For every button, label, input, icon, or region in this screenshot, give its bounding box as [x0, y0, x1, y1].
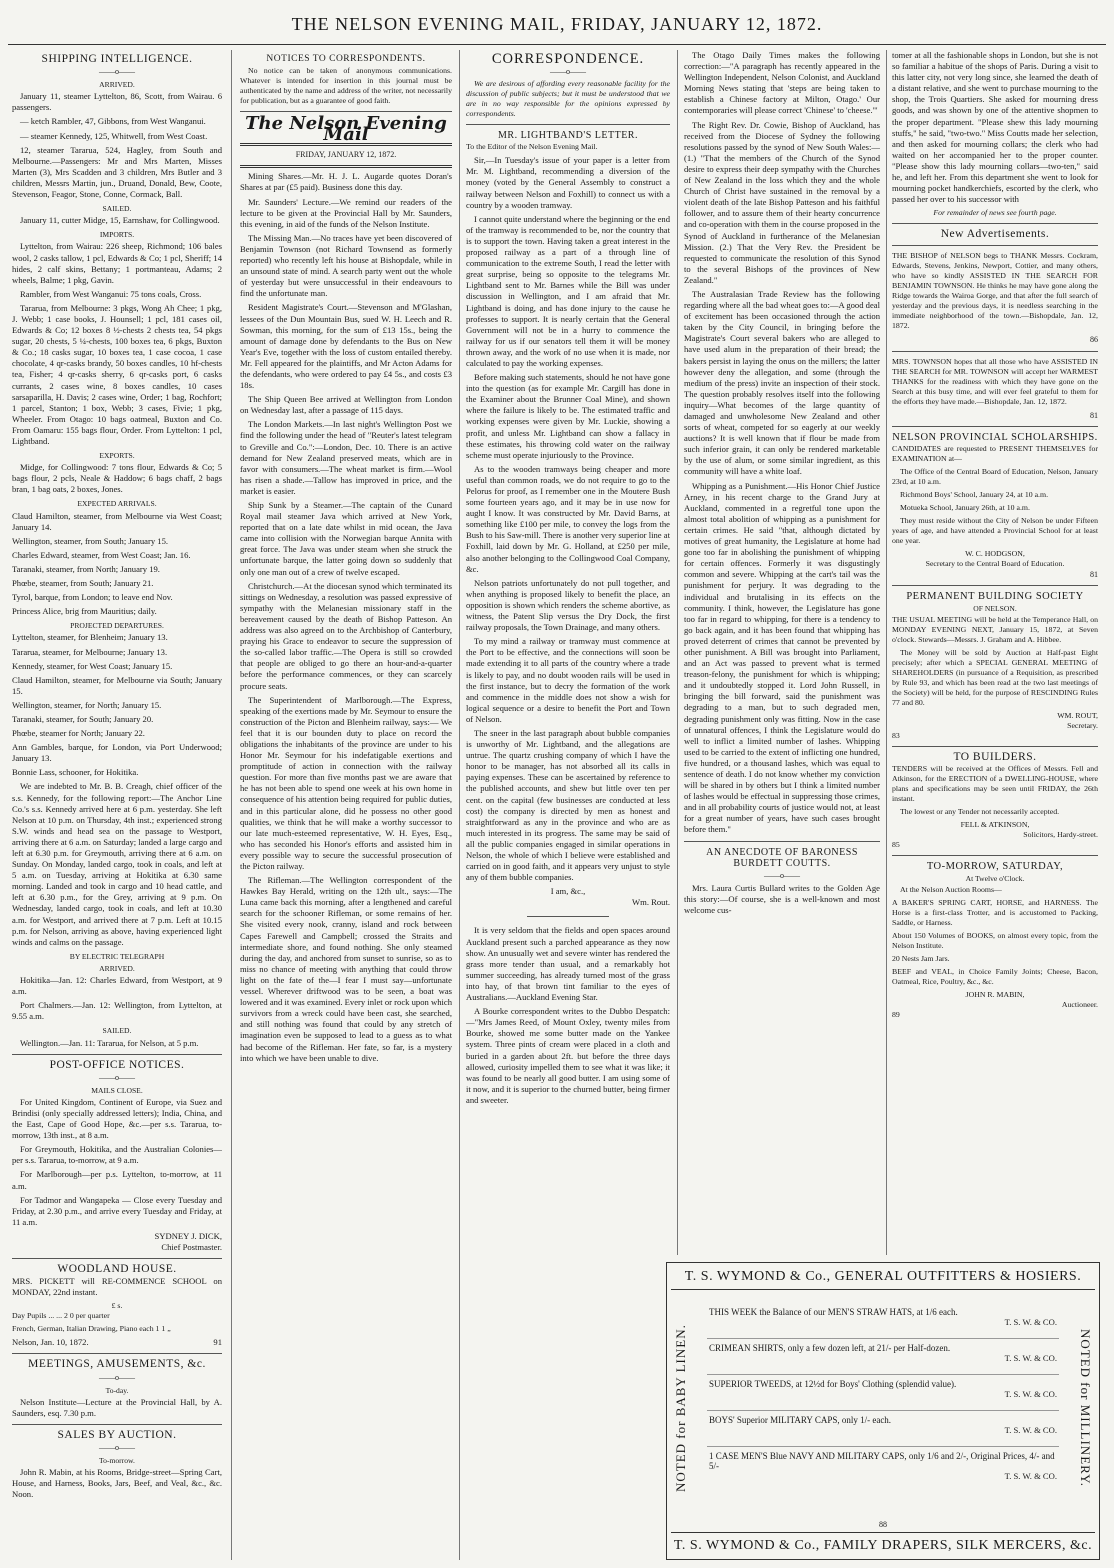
wymond-advertisement: [666, 1262, 1100, 1560]
wymond-item: [707, 1303, 1059, 1339]
remainder-note: For remainder of news see fourth page.: [933, 208, 1057, 218]
projected-heading: PROJECTED DEPARTURES.: [70, 621, 164, 631]
expected-entry: Taranaki, steamer, from North; January 19.: [12, 563, 160, 574]
wymond-item: [707, 1339, 1059, 1375]
postmaster-title: Chief Postmaster.: [161, 1242, 222, 1252]
news-item: The Australasian Trade Review has the following regarding where all the bad wheat goes to:—A good deal of excitement has been occasioned through the action taken by the City Council, in bringing before the Magistrate's Court several bakers who are alleged to have used alum in the preparation of their bread; the bakers persist in laying the onus on the millers; the latter however deny the allegation, and some (through the medium of the press) invite an inspection of their stock. The question probably resolves itself into the following inquiry—What becomes of the large quantity of damaged and unwholesome New Zealand and other sorts of wheat, competed for so eagerly at our weekly auctions? It is well known that if flour be made from such inferior grain, it can only be rendered marketable by the use of alum, or some similar ingredient, as this community will have a white loaf.: [684, 288, 880, 477]
column-4: [684, 50, 880, 1255]
sale-title: Auctioneer.: [1061, 1000, 1098, 1010]
rule: [684, 841, 880, 842]
projected-entry: Wellington, steamer, for North; January 15.: [12, 699, 162, 710]
wymond-item-signature: T. S. W. & CO.: [1004, 1353, 1057, 1363]
news-item: The Otago Daily Times makes the following correction:—"A paragraph has recently appeared in the Wellington Independent, Nelson Colonist, and Auckland Morning News stating that 'steps are being taken to establish a Chinese factory at Milton, Otago.' Our contemporaries will please correct 'Chinese' to 'cheese.'": [684, 50, 880, 116]
column-divider: [886, 50, 887, 1255]
rule: [466, 124, 670, 125]
news-item: Christchurch.—At the diocesan synod which terminated its sittings on Wednesday, a resolution was passed expressive of sympathy with the Melanesian missionary staff in the bereavement caused by the death of Bishop Patteson. An address was also agreed on to the Archbishop of Canterbury, praying his Grace to endeavor to secure the suppression of the so-called labor traffic.—The Opera is still so crowded that people are obliged to go there an hour-and-a-quarter before the performance commences, or they can scarcely procure seats.: [240, 580, 452, 691]
sale-text: A BAKER'S SPRING CART, HORSE, and HARNESS. The Horse is a first-class Trotter, and is accustomed to Packing, Saddle, or Harness.: [892, 898, 1098, 928]
expected-entry: Wellington, steamer, from South; January 15.: [12, 535, 169, 546]
news-item: The Rifleman.—The Wellington correspondent of the Hawkes Bay Herald, writing on the 12th ult., says:—The Luna came back this morning, after a lengthened and careful search for the schooner Rifleman, or some remains of her. She visited every nook, cranny, island and rock between Capes Farewell and Campbell; crossed the Straits and intermediate shore, and found nothing. She only steamed during the day, and anchored from sunset to sunrise, so as to miss no chance of meeting with anything that could throw light on the fate of the—I fear I must say—unfortunate vessel. Wherever driftwood was to be seen, a boat was lowered and it was examined. Every inlet or rock upon which survivors from a wreck could have been cast, she searched, and still nothing was found that could by any stretch of imagination even be supposed to lead to a guess as to what had become of the Rifleman. Her fate, so far, is a mystery into which we have been unable to dive.: [240, 875, 452, 1063]
townson-ad: MRS. TOWNSON hopes that all those who have ASSISTED IN THE SEARCH for MR. TOWNSON will accept her WARMEST THANKS for the readiness with which they have gone on the Search at this busy time, and will ever feel grateful to them for the efforts they have made.—Bishopdale, Jan. 12, 1872.: [892, 356, 1098, 406]
building-society-text: The Money will be sold by Auction at Half-past Eight precisely; after which a SPECIAL GENERAL MEETING of SHAREHOLDERS (in pursuance of a Requisition, as prescribed by Rule 93, and which has been read at the two last meetings of the Society) will be held, for the purpose of RESCINDING Rules 77 and 80.: [892, 647, 1098, 707]
woodland-date-text: Nelson, Jan. 10, 1872.: [12, 1337, 89, 1348]
rule: [12, 1258, 222, 1259]
imports-entry: Lyttelton, from Wairau: 226 sheep, Richmond; 106 bales wool, 2 casks tallow, 1 pcl, Edwards & Co; 1 pcl, Sheriff; 14 hides, 2 calf skins, Bettany; 1 portmanteau, Adams; 2 wheels, Balme; 1 pkg, Gavin.: [12, 241, 222, 285]
rule: [12, 1424, 222, 1425]
news-item: The Missing Man.—No traces have yet been discovered of Benjamin Townson (not Richard Townsend as formerly reported) who recently left his house at Bishopdale, while in an unsound state of mind. A search party went out the whole of yesterday but were unsuccessful in their endeavours to find the unfortunate man.: [240, 232, 452, 299]
column-2: [240, 50, 452, 1560]
scholarship-title: Secretary to the Central Board of Education.: [925, 558, 1065, 568]
telegraph-arrived-heading: ARRIVED.: [99, 963, 135, 973]
mail-entry: For United Kingdom, Continent of Europe, via Suez and Brindisi (only specially addressed letters); India, China, and the East, Cape of Good Hope, &c.—per s.s. Tararua, to-morrow, 13th inst., at 8 a.m.: [12, 1096, 222, 1141]
wymond-ref-number: 88: [879, 1520, 887, 1529]
rule: [892, 245, 1098, 246]
woodland-fee-row: French, German, Italian Drawing, Piano each 1 1 „: [12, 1324, 171, 1334]
woodland-num: 91: [213, 1337, 222, 1348]
kennedy-report: We are indebted to Mr. B. B. Creagh, chief officer of the s.s. Kennedy, for the following report:—The Anchor Line Co.'s s.s. Kennedy arrived here at 6 p.m. yesterday. She left Nelson at 10 p.m. on Thursday, 4th inst.; experienced strong S.W. winds and head sea on the passage to Westport, arriving there at 6 a.m. on Saturday; landed a large cargo and left at 6.30 p.m. for Greymouth, arriving there at 6 a.m. on Sunday. On Monday, landed cargo, took in coals, and left at 5 a.m. on Tuesday, arriving at Hokitika at 6.30 same morning. Landed and took in cargo and 10 head cattle, and left at 6.30 p.m., for the Grey, arriving at 9 p.m. On Wednesday, landed cargo, took in coals, and left at 10.30 a.m. for Westport, and arrived there at 7 p.m. Left at 10.15 p.m. for Nelson, arriving as above, having experienced light winds and calms on the passage.: [12, 781, 222, 947]
correspondence-heading: CORRESPONDENCE.: [491, 51, 645, 67]
mail-entry: For Greymouth, Hokitika, and the Australian Colonies—per s.s. Tararua, to-morrow, at 9 a.m.: [12, 1144, 222, 1166]
projected-entry: Lyttelton, steamer, for Blenheim; January 13.: [12, 632, 168, 643]
sale-signature: JOHN R. MABIN,: [965, 990, 1025, 1000]
auction-entry: John R. Mabin, at his Rooms, Bridge-street—Spring Cart, House, and Harness, Books, Jars, Beef, and Veal, &c., &c. Noon.: [12, 1467, 222, 1500]
post-office-heading: POST-OFFICE NOTICES.: [49, 1058, 185, 1071]
letter-paragraph: Sir,—In Tuesday's issue of your paper is a letter from Mr. M. Lightband, recommending a diversion of the money (voted by the General Assembly to construct a railway between Nelson and Foxhill) to connect us with a country by a wooden tramway.: [466, 155, 670, 210]
wymond-item-signature: T. S. W. & CO.: [1004, 1389, 1057, 1399]
wymond-footer: T. S. WYMOND & Co., FAMILY DRAPERS, SILK MERCERS, &c.: [671, 1532, 1095, 1559]
news-item: The London Markets.—In last night's Wellington Post we find the following under the head of "Reuter's latest telegram to Greville and Co.":—London, Dec. 10. There is an active demand for New Zealand preserved meats, which are in favor with consumers.—The wheat market is firm.—Wool has risen a shade.—Tallow has improved in price, and the market is easier.: [240, 419, 452, 496]
paper-name: The Nelson Evening Mail: [245, 113, 447, 146]
anecdote-continued: tomer at all the fashionable shops in London, but she is not so familiar a habitue of the shops of Paris. During a visit to this latter city, not very long since, she learned the death of a distant relative, and she went to purchase mourning to the shop, the Trois Quartiers. She asked for mourning dress goods, and was shown by one of the attentive shopmen to the proper department. "Please shew this lady mourning stuffs," he said, "two-two." Miss Coutts made her selection, and then asked for mourning collars; the clerk who had waited on her accompanied her to the proper counter. "Please show this lady mourning collars—two-ten," said he, and left her. From this department she went to look for mourning pocket handkerchiefs, escorted by the clerk, who passed her over to his successor with: [892, 50, 1098, 205]
projected-entry: Bonnie Lass, schooner, for Hokitika.: [12, 767, 139, 778]
wymond-item-signature: T. S. W. & CO.: [1004, 1471, 1057, 1481]
notices-heading: NOTICES TO CORRESPONDENTS.: [266, 54, 426, 64]
letter-paragraph: Nelson patriots unfortunately do not pull together, and when anything is proposed likely to benefit the place, an opposition is shown which renders the scheme abortive, as witness, the Patent Slip versus the Dry Dock, the first railway proposals, the Town Drainage, and many others.: [466, 577, 670, 633]
letter-paragraph: Before making such statements, should he not have gone into the question (as for example Mr. Cargill has done in the Examiner about the Brunner Coal Mine), and shown where the failure is likely to be. The estimated traffic and working expenses were given by Mr. Luckie, showing a profit, and unless Mr. Lightband can show a fallacy in these estimates, his throwing cold water on the railway scheme must operate injuriously to the Province.: [466, 372, 670, 460]
projected-entry: Ann Gambles, barque, for London, via Port Underwood; January 13.: [12, 742, 222, 764]
notices-text: No notice can be taken of anonymous communications. Whatever is intended for insertion in this journal must be authenticated by the name and address of the writer, not necessarily for publication, but as a guarantee of good faith.: [240, 66, 452, 106]
today-heading: To-day.: [105, 1385, 129, 1395]
builders-text: TENDERS will be received at the Offices of Messrs. Fell and Atkinson, for the ERECTION of a DWELLING-HOUSE, where plans and specifications may be seen until FRIDAY, the 26th instant.: [892, 764, 1098, 804]
rule: [892, 855, 1098, 856]
wymond-side-right: NOTED for MILLINERY.: [1078, 1328, 1093, 1488]
anecdote-heading: AN ANECDOTE OF BARONESS BURDETT COUTTS.: [706, 846, 858, 869]
ad-number: 81: [1090, 569, 1098, 579]
scholarships-heading: NELSON PROVINCIAL SCHOLARSHIPS.: [892, 431, 1098, 443]
arrived-entry: — ketch Rambler, 47, Gibbons, from West Wanganui.: [20, 116, 206, 127]
tomorrow-heading: To-morrow.: [99, 1456, 135, 1466]
woodland-fee-header: £ s.: [111, 1301, 123, 1311]
sale-item: 20 Nests Jam Jars.: [892, 954, 950, 964]
telegraph-entry: Port Chalmers.—Jan. 12: Wellington, from Lyttelton, at 9.55 a.m.: [12, 1000, 222, 1022]
wymond-item-text: CRIMEAN SHIRTS, only a few dozen left, at 21/- per Half-dozen.: [709, 1343, 951, 1353]
building-society-subheading: OF NELSON.: [973, 603, 1017, 613]
mails-close-heading: MAILS CLOSE.: [91, 1085, 143, 1095]
wymond-item-text: SUPERIOR TWEEDS, at 12½d for Boys' Clothing (splendid value).: [709, 1379, 957, 1389]
builders-heading: TO BUILDERS.: [953, 750, 1037, 763]
news-item: Mining Shares.—Mr. H. J. L. Augarde quotes Doran's Shares at par (£5 paid). Business done this day.: [240, 171, 452, 193]
expected-entry: Claud Hamilton, steamer, from Melbourne via West Coast; January 14.: [12, 510, 222, 532]
builders-signature: FELL & ATKINSON,: [960, 820, 1030, 830]
sailed-heading: SAILED.: [102, 204, 132, 214]
exports-entry: Midge, for Collingwood: 7 tons flour, Edwards & Co; 5 bags flour, 2 pcls, Neale & Haddow; 6 bags chaff, 2 bags bran, 1 bag oats, 2 boxes, Jones.: [12, 462, 222, 495]
scholarships-text: CANDIDATES are requested to PRESENT THEMSELVES for EXAMINATION at—: [892, 443, 1098, 463]
today-entry: Nelson Institute—Lecture at the Provincial Hall, by A. Saunders, esq. 7.30 p.m.: [12, 1396, 222, 1418]
news-item: Resident Magistrate's Court.—Stevenson and M'Glashan, lessees of the Dun Mountain Bus, sued W. H. Leech and R. Sowman, this morning, for the sum of £13 15s., being the amount of damage done by defendants to the Bus on New Year's Eve, together with the loss of custom entailed thereby. Mr. Fell appeared for the plaintiffs, and Mr Acton Adams for the defendants, who were ordered to pay £4 5s., and costs £3 18s.: [240, 302, 452, 391]
ad-number: 85: [892, 840, 900, 850]
telegraph-heading: BY ELECTRIC TELEGRAPH: [69, 951, 165, 961]
wymond-item-text: BOYS' Superior MILITARY CAPS, only 1/- each.: [709, 1415, 892, 1425]
rule: [240, 111, 452, 112]
scholarship-venue: Richmond Boys' School, January 24, at 10 a.m.: [900, 489, 1049, 499]
wymond-item: [707, 1447, 1059, 1485]
news-item: Ship Sunk by a Steamer.—The captain of the Cunard Royal mail steamer Java which arrived at New York, reported that on a late date whilst in mid ocean, the Java came into collision with the Norwegian barque Annita with great force. The Java was under steam when she struck the unfortunate barque, the latter going down so suddenly that only one man out of a crew of twelve escaped.: [240, 500, 452, 577]
builders-title: Solicitors, Hardy-street.: [1023, 830, 1098, 840]
sale-item: About 150 Volumes of BOOKS, on almost every topic, from the Nelson Institute.: [892, 931, 1098, 951]
woodland-date: [12, 1337, 222, 1348]
column-divider: [459, 50, 460, 1560]
building-society-signature: WM. ROUT,: [1057, 710, 1098, 720]
letter-paragraph: The sneer in the last paragraph about bubble companies is unworthy of Mr. Lightband, and the allegations are untrue. The quartz crushing company of which I have the honor to be manager, has not absorbed all its calls in paying expenses. These can be ascertained by reference to the published accounts, and shew but little over ten per cent. on the capital (few businesses are conducted at less cost) the company is directed by men as honest and straightforward as any in the province and who are as much interested in its progress. The same may be said of all the public companies engaged in similar operations in Nelson, the whole of which I believe were established and carried on in good faith, and it appears very unjust to style any of them bubble companies.: [466, 727, 670, 883]
rule: [892, 746, 1098, 747]
ad-number: 89: [892, 1010, 900, 1020]
imports-entry: Rambler, from West Wanganui: 75 tons coals, Cross.: [20, 288, 202, 299]
separator-dash: ——o——: [99, 67, 135, 77]
sale-place: At the Nelson Auction Rooms—: [900, 885, 1002, 895]
disclaimer: We are desirous of affording every reasonable facility for the discussion of public subjects; but it must be understood that we are in no way responsible for the opinions expressed by correspondents.: [466, 79, 670, 119]
letter-paragraph: I cannot quite understand where the beginning or the end of the tramway is recommended to be, nor the country that is to support the town. Having taken a great interest in the proposed railway as a part of a through line of communication to the extreme South, I read the letter with great surprise, being so opposite to the telegrams Mr. Lightband sent to Mr. Barnes while the Bill was under discussion in Wellington, and I am afraid that Mr. Lightband is doing, and has done injury to the cause he professes to support. It is nearly certain that the General Government will not be in a hurry to commence the railway for us if our senators tell them it will be money thrown away, and the work of no use when it is made, nor calculated to pay the working expenses.: [466, 213, 670, 368]
separator-dash: ——o——: [99, 1072, 135, 1082]
arrived-entry: — steamer Kennedy, 125, Whitwell, from West Coast.: [20, 130, 208, 141]
building-society-text: THE USUAL MEETING will be held at the Temperance Hall, on MONDAY EVENING NEXT, January 15, 1872, at Seven o'clock. Stewards—Messrs. J. Graham and A. Hibbee.: [892, 614, 1098, 644]
rule: [892, 585, 1098, 586]
ad-number: 83: [892, 730, 900, 740]
sale-time: At Twelve o'Clock.: [965, 874, 1025, 884]
arrived-heading: ARRIVED.: [99, 80, 135, 90]
rule: [892, 223, 1098, 224]
rule: [892, 351, 1098, 352]
news-item: It is very seldom that the fields and open spaces around Auckland present such a parched appearance as they now show. An unusually wet and severe winter has rendered the grass more tender than usual, and a remarkably hot summer succeeding, has already turned most of the grass into hay, of that brown tint familiar to the eyes of Australians.—Auckland Evening Star.: [466, 925, 670, 1003]
scholarship-venue: Motueka School, January 26th, at 10 a.m.: [900, 502, 1030, 512]
scholarship-note: They must reside without the City of Nelson be under Fifteen years of age, and have attended a Provincial School for at least one year.: [892, 515, 1098, 545]
scholarship-signature: W. C. HODGSON,: [965, 548, 1025, 558]
projected-entry: Kennedy, steamer, for West Coast; January 15.: [12, 660, 173, 671]
expected-entry: Tyrol, barque, from London; to leave end Nov.: [12, 592, 173, 603]
separator-dash: ——o——: [550, 67, 586, 77]
separator-dash: ——o——: [764, 870, 800, 880]
imports-heading: IMPORTS.: [99, 230, 135, 240]
letter-heading: MR. LIGHTBAND'S LETTER.: [498, 130, 638, 142]
wymond-item-signature: T. S. W. & CO.: [1004, 1317, 1057, 1327]
sale-heading: TO-MORROW, SATURDAY,: [926, 861, 1064, 873]
editorial-date: FRIDAY, JANUARY 12, 1872.: [295, 150, 397, 160]
expected-entry: Charles Edward, steamer, from West Coast; Jan. 16.: [12, 549, 191, 560]
sailed-entry: January 11, cutter Midge, 15, Earnshaw, for Collingwood.: [20, 215, 220, 226]
scholarship-venue: The Office of the Central Board of Education, Nelson, January 23rd, at 10 a.m.: [892, 466, 1098, 486]
news-item: The Right Rev. Dr. Cowie, Bishop of Auckland, has received from the Diocese of Sydney the following resolutions passed by the synod of New South Wales:—(1.) "That the members of the Church of the Synod desire to express their deep sympathy with the Churches of New Zealand in the loss which they and the whole Church of Christ have sustained in the removal by a violent death of the late Bishop Patteson and his faithful follower, and to assure them of their hearty concurrence and co-operation with them in the course proposed in the Synod of Auckland in furtherance of the Melanesian Mission. (2.) That the Very Rev. the President be requested to communicate the resolution of this Synod to the several Bishops of the provinces of New Zealand.": [684, 119, 880, 285]
column-5: [892, 50, 1098, 1255]
letter-signature: Wm. Rout.: [632, 897, 670, 908]
builders-note: The lowest or any Tender not necessarily accepted.: [900, 807, 1060, 817]
news-item: A Bourke correspondent writes to the Dubbo Despatch:—"Mrs James Reed, of Mount Oxley, twenty miles from Bourke, showed me some butter made on the Yankee system. Three pints of cream were placed in a cloth and buried in a garden about 2ft. but before the three days allowed, curiosity impelled them to see what it was like; it was found to be nearly all good butter. I am using some of it now, and it is superior to the churned butter, being firmer and sweeter.: [466, 1006, 670, 1105]
telegraph-entry: Wellington.—Jan. 11: Tararua, for Nelson, at 5 p.m.: [20, 1037, 199, 1048]
masthead-rule: [8, 44, 1106, 45]
expected-entry: Princess Alice, brig from Mauritius; daily.: [12, 606, 157, 617]
building-society-heading: PERMANENT BUILDING SOCIETY: [906, 590, 1084, 602]
ad-number: 81: [1090, 410, 1098, 420]
column-3: [466, 50, 670, 1560]
rule: [527, 916, 609, 917]
mail-entry: For Marlborough—per p.s. Lyttelton, to-morrow, at 11 a.m.: [12, 1169, 222, 1191]
news-item: Mr. Saunders' Lecture.—We remind our readers of the lecture to be given at the Provincial Hall by Mr. Saunders, this evening, in aid of the funds of the Nelson Institute.: [240, 196, 452, 229]
column-divider: [231, 50, 232, 1560]
masthead: THE NELSON EVENING MAIL, FRIDAY, JANUARY 12, 1872.: [291, 14, 823, 34]
arrived-entry: January 11, steamer Lyttelton, 86, Scott, from Wairau. 6 passengers.: [12, 91, 222, 113]
separator-dash: ——o——: [99, 1443, 135, 1453]
projected-entry: Claud Hamilton, steamer, for Melbourne via South; January 15.: [12, 674, 222, 696]
wymond-side-left: NOTED for BABY LINEN.: [673, 1324, 688, 1492]
wymond-item-signature: T. S. W. & CO.: [1004, 1425, 1057, 1435]
imports-entry: Tararua, from Melbourne: 3 pkgs, Wong Ah Chee; 1 pkg, J. Webb; 1 case books, J. Hounsell; 1 pcl, 181 cases oil, Edwards & Co; 12 boxes 8 ½-chests 2 chests tea, 54 pkgs sugar, 20 chests, 5 ¼-chests, 100 boxes tea, 6 pkgs, Buxton & Co.; 18 casks sugar, 10 boxes tea, 1 case cocoa, 1 case chocolate, 4 qr-casks brandy, 50 boxes candles, 10 hf-chests tea, Fisher; 4 qr-casks sherry, 6 qr-casks port, 6 casks currants, 2 cases wine, 8 boxes candles, 10 cases sarsaparilla, H. Davis; 2 cases wine, Order; 1 bag, Rochfort; 1 parcel, Stanton; 1 box, Webb; 3 cases, Fivie; 1 pkg, Wheeler. From Otago: 10 bags oatmeal, Buxton and Co. From Oamaru: 155 bags flour, Order. From Lyttelton: 1 pcl, Lightband.: [12, 302, 222, 446]
building-society-title: Secretary.: [1067, 720, 1098, 730]
rule: [892, 426, 1098, 427]
news-item: Whipping as a Punishment.—His Honor Chief Justice Arney, in his recent charge to the Grand Jury at Auckland, commented in a regretful tone upon the almost total abolition of whipping as a punishment for certain crimes. He said "that, although dictated by motives of great humanity, the Legislature at home had gone too far in abolishing the punishment of whipping for certain offences. Formerly it was disgustingly common and severe. Whipping at the cart's tail was the punishment for perjury. It was degrading to the individual and brutalising in its effects on the community. I think, however, the Legislature has gone too far in regard to whipping, for there is a tendency to go back again, and it has been found that whipping has proved deterrent of crimes that cannot be prevented by other punishment. A Bill was brought into Parliament, and an Act was passed to prevent what is termed treason-felony, the punishment for which is whipping; and it undoubtedly stopped it. Lord John Russell, in bringing the bill forward, said the punishment was degrading to a man, but to such degraded men, degrading punishment only was fitting. Now in the case of unnatural offences, I think the Legislature would do well to inflict a limited number of lashes. Whipping used to be carried to the extent of inflicting one hundred, five hundred, or a thousand lashes, which was equal to sentence of death. I do not know whether my conviction will be shared in by others but I think a limited number of lashes would be effectual in suppressing those crimes, and in all probability courts of justice would not, at least for a great number of years, have such cases brought before them.": [684, 480, 880, 835]
arrived-entry: 12, steamer Tararua, 524, Hagley, from South and Melbourne.—Passengers: Mr and Mrs Marten, Misses Marten (3), Mrs Scadden and 3 children, Mrs Butler and 3 children, Messrs Martin, jun., Druand, Donald, Bew, Coote, Stevenson, Feagor, Stone, Conne, Cormack, Ball.: [12, 144, 222, 200]
anecdote-text: Mrs. Laura Curtis Bullard writes to the Golden Age this story:—Of course, she is a well-known and most welcome cus-: [684, 882, 880, 916]
woodland-text: MRS. PICKETT will RE-COMMENCE SCHOOL on MONDAY, 22nd instant.: [12, 1276, 222, 1298]
telegraph-entry: Hokitika—Jan. 12: Charles Edward, from Westport, at 9 a.m.: [12, 975, 222, 997]
bishop-ad: THE BISHOP of NELSON begs to THANK Messrs. Cockram, Edwards, Stevens, Jenkins, Newport, Cottier, and many others, who have so kindly ASSISTED IN THE SEARCH FOR BENJAMIN TOWNSON. He thinks he may have gone along the Ridge towards the Wairoa Gorge, and that after the full search of yesterday and the previous days, it is needless searching in the immediate neighborhood of the town.—Bishopdale, Jan. 12, 1872.: [892, 251, 1098, 331]
projected-entry: Phœbe, steamer for North; January 22.: [12, 728, 145, 739]
projected-entry: Taranaki, steamer, for South; January 20.: [12, 713, 154, 724]
column-1: [12, 50, 222, 1560]
wymond-item: [707, 1411, 1059, 1447]
expected-heading: EXPECTED ARRIVALS.: [77, 499, 157, 509]
woodland-fee-row: Day Pupils ... ... 2 0 per quarter: [12, 1311, 110, 1321]
auction-heading: SALES BY AUCTION.: [57, 1428, 177, 1441]
exports-heading: EXPORTS.: [99, 451, 135, 461]
separator-dash: ——o——: [99, 1372, 135, 1382]
mail-entry: For Tadmor and Wangapeka — Close every Tuesday and Friday, at 2.30 p.m., and arrive every Tuesday and Friday, at 11 a.m.: [12, 1194, 222, 1227]
shipping-heading: SHIPPING INTELLIGENCE.: [41, 53, 193, 65]
telegraph-sailed-heading: SAILED.: [102, 1026, 132, 1036]
letter-closing: I am, &c.,: [550, 886, 586, 897]
ad-number: 86: [1090, 335, 1098, 345]
news-item: The Superintendent of Marlborough.—The Express, speaking of the exertions made by Mr. Seymour to ensure the construction of the Picton and Blenheim railway, says:— We feel that it is our bounden duty to place on record the obligations the inhabitants of the province are under to his Honor Mr. Seymour for his indefatigable exertions and promptitude of action in connection with the railway question. For more than five months past we are aware that he has not been able to spend one week at his own home in consequence of his attention being required for public duties, and in this particular alone, did he possess no other good qualities, we think that he will make a worthy successor to our late much-esteemed representative, W. H. Eyes, Esq., who has seconded his Honor's efforts and assisted him in every possible way to secure the successful prosecution of the Picton railway.: [240, 694, 452, 871]
postmaster-name: SYDNEY J. DICK,: [154, 1230, 222, 1241]
letter-paragraph: To my mind a railway or tramway must commence at the Port to be effective, and the connections will soon be made extending it to all parts of the country where a trade is likely to pay, and no doubt wooden rails will be used in the first instance, but to decry the formation of the work and commence in the middle does not show a wish for logical sequence or a desire to benefit the Port and Town of Nelson.: [466, 636, 670, 724]
rule: [12, 1054, 222, 1055]
wymond-item-text: 1 CASE MEN'S Blue NAVY AND MILITARY CAPS, only 1/6 and 2/-, Original Prices, 4/- and 5/-: [709, 1451, 1055, 1471]
expected-entry: Phœbe, steamer, from South; January 21.: [12, 578, 154, 589]
sale-item: BEEF and VEAL, in Choice Family Joints; Cheese, Bacon, Oatmeal, Rice, Poultry, &c., &c.: [892, 967, 1098, 987]
letter-paragraph: As to the wooden tramways being cheaper and more useful than common roads, we do not require to go to the Pelorus for proof, as I remember one in the Moutere Bush some fourteen years ago, and it may be in use now for aught I know. It was constructed by Mr. David Barns, at something like £100 per mile, to convey the logs from the Bush to his Saw-mill. There is another very superior line at Foxhill, laid down by Mr. G. Holland, at £250 per mile, also another belonging to the Collingwood Coal Company, &c.: [466, 463, 670, 574]
projected-entry: Tararua, steamer, for Melbourne; January 13.: [12, 646, 168, 657]
meetings-heading: MEETINGS, AMUSEMENTS, &c.: [28, 1358, 206, 1371]
rule: [240, 165, 452, 168]
rule: [12, 1353, 222, 1354]
column-divider: [677, 50, 678, 1255]
news-item: The Ship Queen Bee arrived at Wellington from London on Wednesday last, after a passage of 115 days.: [240, 394, 452, 416]
wymond-items: [707, 1303, 1059, 1485]
wymond-title: T. S. WYMOND & Co., GENERAL OUTFITTERS & HOSIERS.: [671, 1263, 1095, 1290]
woodland-heading: WOODLAND HOUSE.: [57, 1263, 177, 1276]
new-ads-heading: New Advertisements.: [940, 228, 1050, 241]
letter-salutation: To the Editor of the Nelson Evening Mail.: [466, 142, 598, 152]
wymond-item-text: THIS WEEK the Balance of our MEN'S STRAW HATS, at 1/6 each.: [709, 1307, 958, 1317]
wymond-item: [707, 1375, 1059, 1411]
